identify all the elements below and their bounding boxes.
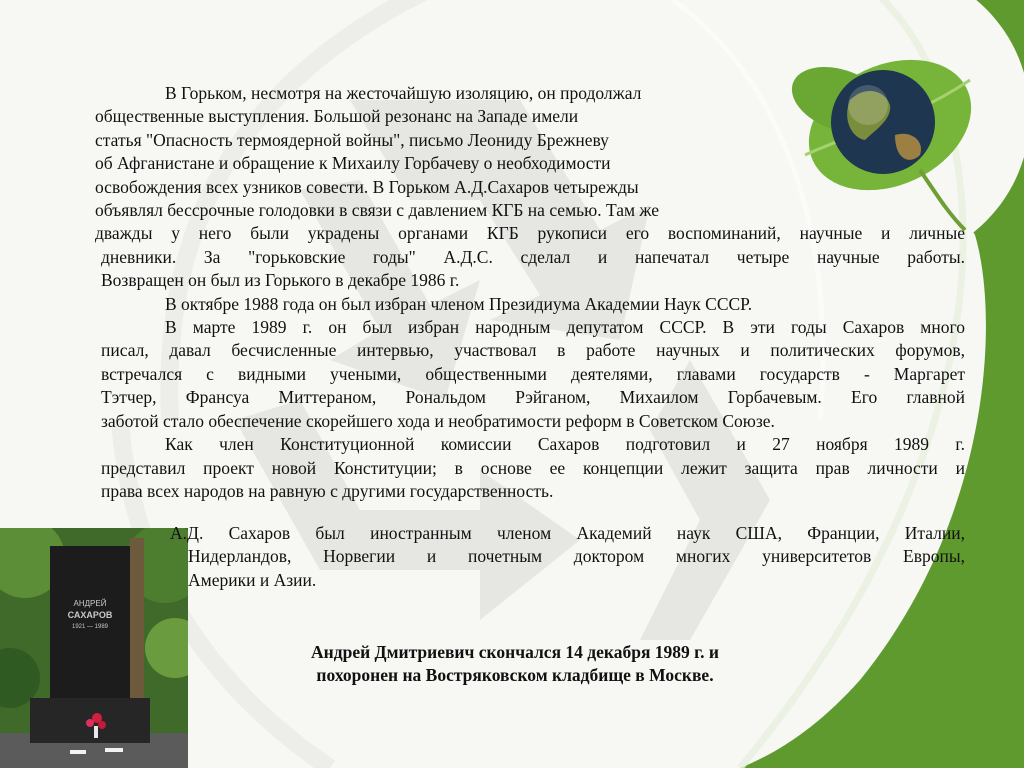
text-line: Андрей Дмитриевич скончался 14 декабря 1989 г. и bbox=[311, 642, 719, 662]
text-line: общественные выступления. Большой резонанс на Западе имели bbox=[95, 106, 579, 127]
text-line: заботой стало обеспечение скорейшего хода и необратимости реформ в Советском Союзе. bbox=[101, 410, 775, 431]
grave-inscription-first-name: АНДРЕЙ bbox=[73, 599, 107, 608]
text-line: статья "Опасность термоядерной войны", письмо Леониду Брежневу bbox=[95, 129, 609, 150]
grave-photo bbox=[0, 528, 188, 768]
text-line: Америки и Азии. bbox=[188, 569, 317, 590]
text-line: об Афганистане и обращение к Михаилу Горбачеву о необходимости bbox=[95, 153, 611, 174]
academies-paragraph bbox=[170, 522, 965, 592]
text-line: В марте 1989 г. он был избран народным депутатом СССР. В эти годы Сахаров много bbox=[165, 317, 965, 338]
text-line: В Горьком, несмотря на жесточайшую изоляцию, он продолжал bbox=[165, 83, 642, 103]
text-line: дважды у него были украдены органами КГБ рукописи его воспоминаний, научные и личные bbox=[95, 223, 965, 244]
text-line: Возвращен он был из Горького в декабре 1986 г. bbox=[101, 270, 460, 291]
text-line: представил проект новой Конституции; в основе ее концепции лежит защита прав личности и bbox=[101, 457, 965, 478]
text-line: Как член Конституционной комиссии Сахаров подготовил и 27 ноября 1989 г. bbox=[165, 434, 965, 455]
main-text-block bbox=[95, 82, 965, 503]
text-line: объявлял бессрочные голодовки в связи с давлением КГБ на семью. Там же bbox=[95, 200, 660, 221]
text-line: Нидерландов, Норвегии и почетным доктором многих университетов Европы, bbox=[188, 546, 965, 567]
text-line: встречался с видными учеными, общественными деятелями, главами государств - Маргарет bbox=[101, 363, 965, 384]
text-line: права всех народов на равную с другими государственность. bbox=[101, 480, 554, 501]
text-line: Тэтчер, Франсуа Миттераном, Рональдом Рэйганом, Михаилом Горбачевым. Его главной bbox=[101, 387, 965, 408]
text-line: дневники. За "горьковские годы" А.Д.С. сделал и напечатал четыре научные работы. bbox=[101, 246, 965, 267]
text-line: писал, давал бесчисленные интервью, участвовал в работе научных и политических форумов, bbox=[101, 340, 965, 361]
text-line: похоронен на Востряковском кладбище в Москве. bbox=[316, 665, 714, 686]
text-line: А.Д. Сахаров был иностранным членом Академий наук США, Франции, Италии, bbox=[170, 523, 965, 543]
grave-inscription-surname: САХАРОВ bbox=[67, 610, 113, 620]
text-line: В октябре 1988 года он был избран членом Президиума Академии Наук СССР. bbox=[165, 293, 753, 314]
text-line: освобождения всех узников совести. В Горьком А.Д.Сахаров четырежды bbox=[95, 176, 639, 197]
grave-inscription-years: 1921 — 1989 bbox=[71, 624, 109, 630]
death-statement bbox=[240, 641, 790, 688]
